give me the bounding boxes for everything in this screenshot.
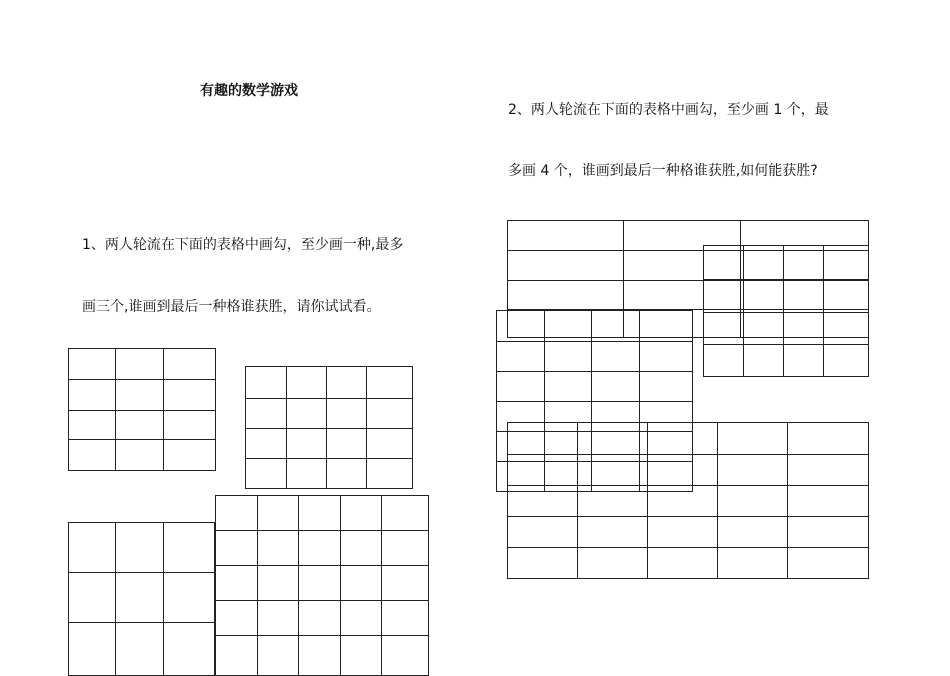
grid-1-b[interactable]	[245, 366, 413, 489]
problem-1-line-1: 1、两人轮流在下面的表格中画勾，至少画一种,最多	[82, 237, 404, 253]
page-title: 有趣的数学游戏	[200, 83, 298, 99]
grid-1-c[interactable]	[68, 522, 215, 676]
problem-2-line-2: 多画 4 个，谁画到最后一种格谁获胜,如何能获胜?	[508, 163, 818, 179]
grid-1-a[interactable]	[68, 348, 216, 471]
grid-2-b[interactable]	[703, 245, 869, 377]
grid-2-d[interactable]	[507, 422, 869, 579]
grid-1-d[interactable]	[215, 495, 429, 676]
problem-1-line-2: 画三个,谁画到最后一种格谁获胜，请你试试看。	[82, 299, 381, 315]
problem-2-line-1: 2、两人轮流在下面的表格中画勾，至少画 1 个，最	[508, 102, 829, 118]
